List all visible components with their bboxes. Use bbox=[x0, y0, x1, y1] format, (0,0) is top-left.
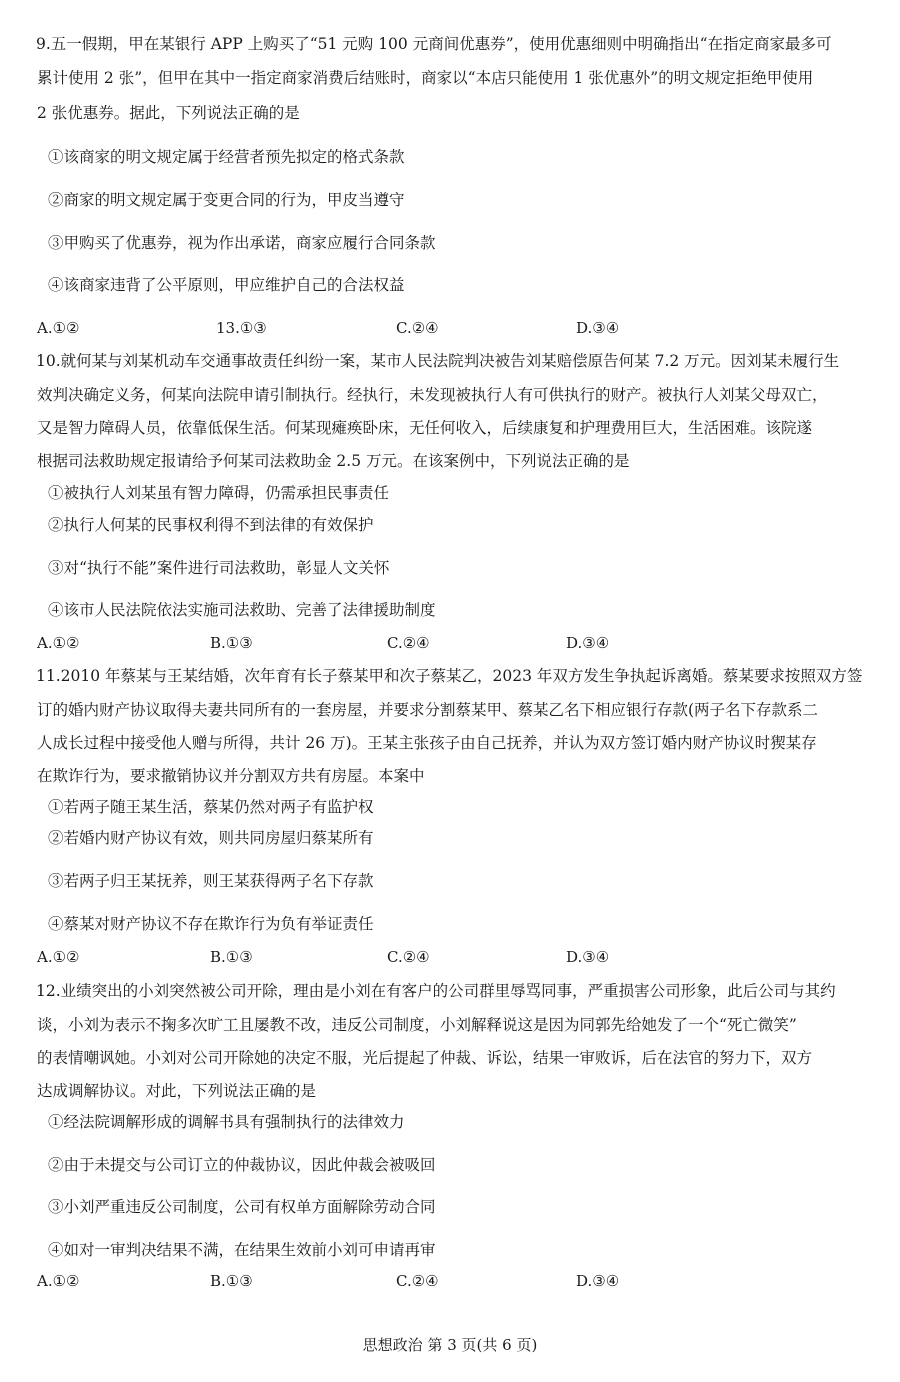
answer-choice: A.①② bbox=[37, 319, 80, 337]
question-text-line: 谈，小刘为表示不掬多次旷工且屡教不改，违反公司制度，小刘解释说这是因为同郭先给她发了一个“死亡微笑” bbox=[37, 1016, 797, 1034]
answer-choice: D.③④ bbox=[566, 634, 610, 652]
answer-choice: C.②④ bbox=[396, 319, 439, 337]
answer-choice: C.②④ bbox=[396, 1272, 439, 1290]
answer-choice: A.①② bbox=[37, 634, 80, 652]
statement-option: ①经法院调解形成的调解书具有强制执行的法律效力 bbox=[48, 1113, 405, 1131]
question-text-line: 人成长过程中接受他人赠与所得，共计 26 万)。王某主张孩子由自己抚养，并认为双方签订婚内财产协议时猰某存 bbox=[37, 734, 817, 752]
question-text-line: 效判决确定义务，何某向法院申请引制执行。经执行，未发现被执行人有可供执行的财产。被执行人刘某父母双亡， bbox=[37, 386, 828, 404]
answer-choice: 13.①③ bbox=[216, 319, 267, 337]
question-text-line: 达成调解协议。对此，下列说法正确的是 bbox=[37, 1082, 317, 1100]
statement-option: ③若两子归王某抚养，则王某获得两子名下存款 bbox=[48, 872, 374, 890]
answer-choice: C.②④ bbox=[387, 634, 430, 652]
question-text-line: 2 张优惠券。据此，下列说法正确的是 bbox=[37, 104, 300, 122]
question-text-line: 又是智力障碍人员，依靠低保生活。何某现瘫痪卧床，无任何收入，后续康复和护理费用巨大，生活困难。该院遂 bbox=[37, 419, 813, 437]
statement-option: ③对“执行不能”案件进行司法救助，彰显人文关怀 bbox=[48, 559, 390, 577]
question-text-line: 累计使用 2 张”，但甲在其中一指定商家消费后结账时，商家以“本店只能使用 1 张优惠外”的明文规定拒绝甲使用 bbox=[37, 69, 814, 87]
question-text-line: 9.五一假期，甲在某银行 APP 上购买了“51 元购 100 元商间优惠券”，使用优惠细则中明确指出“在指定商家最多可 bbox=[36, 35, 832, 53]
question-text-line: 订的婚内财产协议取得夫妻共同所有的一套房屋，并要求分割蔡某甲、蔡某乙名下相应银行存款(两子名下存款系二 bbox=[37, 701, 819, 719]
statement-option: ①该商家的明文规定属于经营者预先拟定的格式条款 bbox=[48, 148, 405, 166]
statement-option: ②由于未提交与公司订立的仲裁协议，因此仲裁会被吸回 bbox=[48, 1156, 436, 1174]
statement-option: ④该市人民法院依法实施司法救助、完善了法律援助制度 bbox=[48, 601, 436, 619]
answer-choice: D.③④ bbox=[576, 319, 620, 337]
question-text-line: 12.业绩突出的小刘突然被公司开除，理由是小刘在有客户的公司群里辱骂同事，严重损害公司形象，此后公司与其约 bbox=[36, 982, 836, 1000]
statement-option: ④该商家违背了公平原则，甲应维护自己的合法权益 bbox=[48, 276, 405, 294]
question-text-line: 10.就何某与刘某机动车交通事故责任纠纷一案，某市人民法院判决被告刘某赔偿原告何某 7.2 万元。因刘某未履行生 bbox=[36, 352, 840, 370]
statement-option: ②商家的明文规定属于变更合同的行为，甲皮当遵守 bbox=[48, 191, 405, 209]
answer-choice: B.①③ bbox=[210, 1272, 253, 1290]
question-text-line: 根据司法救助规定报请给予何某司法救助金 2.5 万元。在该案例中，下列说法正确的是 bbox=[37, 452, 630, 470]
question-text-line: 的表情嘲讽她。小刘对公司开除她的决定不服，光后提起了仲裁、诉讼，结果一审败诉，后在法官的努力下，双方 bbox=[37, 1049, 813, 1067]
answer-choice: B.①③ bbox=[210, 634, 253, 652]
question-text-line: 11.2010 年蔡某与王某结婚，次年育有长子蔡某甲和次子蔡某乙，2023 年双方发生争执起诉离婚。蔡某要求按照双方签 bbox=[36, 667, 863, 685]
statement-option: ①被执行人刘某虽有智力障碍，仍需承担民事责任 bbox=[48, 484, 390, 502]
statement-option: ①若两子随王某生活，蔡某仍然对两子有监护权 bbox=[48, 798, 374, 816]
question-text-line: 在欺诈行为，要求撤销协议并分割双方共有房屋。本案中 bbox=[37, 767, 425, 785]
statement-option: ④蔡某对财产协议不存在欺诈行为负有举证责任 bbox=[48, 915, 374, 933]
answer-choice: D.③④ bbox=[566, 948, 610, 966]
page-footer: 思想政治 第 3 页(共 6 页) bbox=[362, 1336, 538, 1354]
statement-option: ④如对一审判决结果不满，在结果生效前小刘可申请再审 bbox=[48, 1241, 436, 1259]
answer-choice: D.③④ bbox=[576, 1272, 620, 1290]
answer-choice: A.①② bbox=[37, 948, 80, 966]
answer-choice: B.①③ bbox=[210, 948, 253, 966]
statement-option: ③小刘严重违反公司制度，公司有权单方面解除劳动合同 bbox=[48, 1198, 436, 1216]
answer-choice: C.②④ bbox=[387, 948, 430, 966]
answer-choice: A.①② bbox=[37, 1272, 80, 1290]
statement-option: ②执行人何某的民事权利得不到法律的有效保护 bbox=[48, 516, 374, 534]
statement-option: ②若婚内财产协议有效，则共同房屋归蔡某所有 bbox=[48, 829, 374, 847]
statement-option: ③甲购买了优惠券，视为作出承诺，商家应履行合同条款 bbox=[48, 234, 436, 252]
